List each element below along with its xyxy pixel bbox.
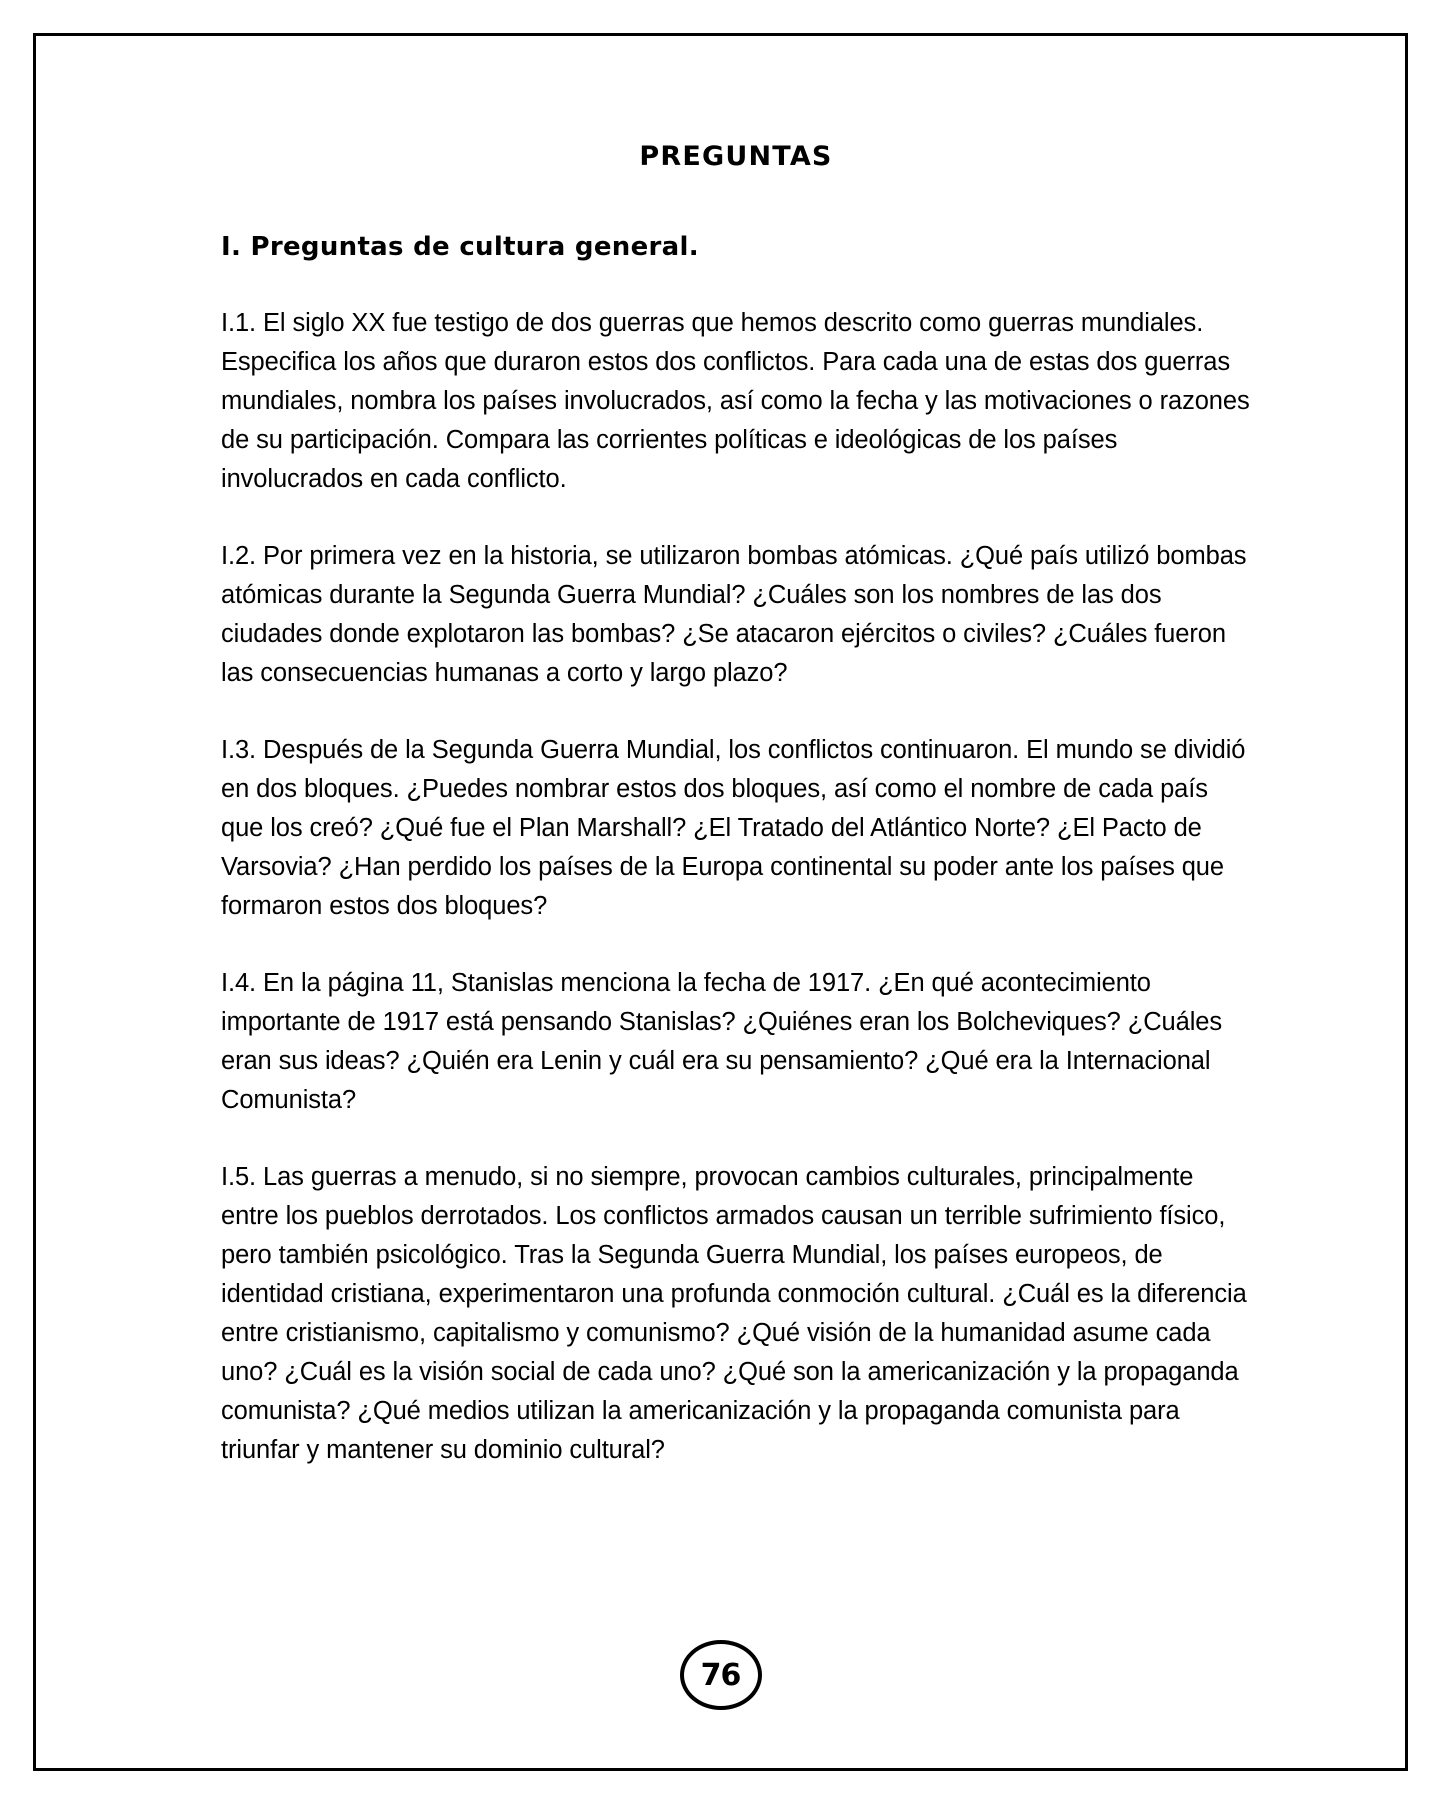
document-page (33, 33, 1408, 1771)
page-content (221, 141, 1251, 1470)
question-item: I.1. El siglo XX fue testigo de dos guerras que hemos descrito como guerras mundiales. Especifica los años que duraron estos dos conflictos. Para cada una de estas dos guerras mundiales, nombra los países involucrados, así como la fecha y las motivaciones o razones de su participación. Compara las corrientes políticas e ideológicas de los países involucrados en cada conflicto. (221, 309, 1250, 493)
section-heading: I. Preguntas de cultura general. (221, 232, 699, 262)
question-item: I.5. Las guerras a menudo, si no siempre, provocan cambios culturales, principalmente entre los pueblos derrotados. Los conflictos armados causan un terrible sufrimiento físico, pero también psicológico. Tras la Segunda Guerra Mundial, los países europeos, de identidad cristiana, experimentaron una profunda conmoción cultural. ¿Cuál es la diferencia entre cristianismo, capitalismo y comunismo? ¿Qué visión de la humanidad asume cada uno? ¿Cuál es la visión social de cada uno? ¿Qué son la americanización y la propaganda comunista? ¿Qué medios utilizan la americanización y la propaganda comunista para triunfar y mantener su dominio cultural? (221, 1163, 1247, 1464)
page-footer (36, 1640, 1405, 1710)
question-item: I.4. En la página 11, Stanislas menciona la fecha de 1917. ¿En qué acontecimiento importante de 1917 está pensando Stanislas? ¿Quiénes eran los Bolcheviques? ¿Cuáles eran sus ideas? ¿Quién era Lenin y cuál era su pensamiento? ¿Qué era la Internacional Comunista? (221, 969, 1222, 1114)
page-title: PREGUNTAS (639, 141, 833, 172)
page-number: 76 (680, 1640, 762, 1710)
question-item: I.2. Por primera vez en la historia, se utilizaron bombas atómicas. ¿Qué país utilizó bombas atómicas durante la Segunda Guerra Mundial? ¿Cuáles son los nombres de las dos ciudades donde explotaron las bombas? ¿Se atacaron ejércitos o civiles? ¿Cuáles fueron las consecuencias humanas a corto y largo plazo? (221, 542, 1247, 687)
question-item: I.3. Después de la Segunda Guerra Mundial, los conflictos continuaron. El mundo se dividió en dos bloques. ¿Puedes nombrar estos dos bloques, así como el nombre de cada país que los creó? ¿Qué fue el Plan Marshall? ¿El Tratado del Atlántico Norte? ¿El Pacto de Varsovia? ¿Han perdido los países de la Europa continental su poder ante los países que formaron estos dos bloques? (221, 736, 1246, 920)
